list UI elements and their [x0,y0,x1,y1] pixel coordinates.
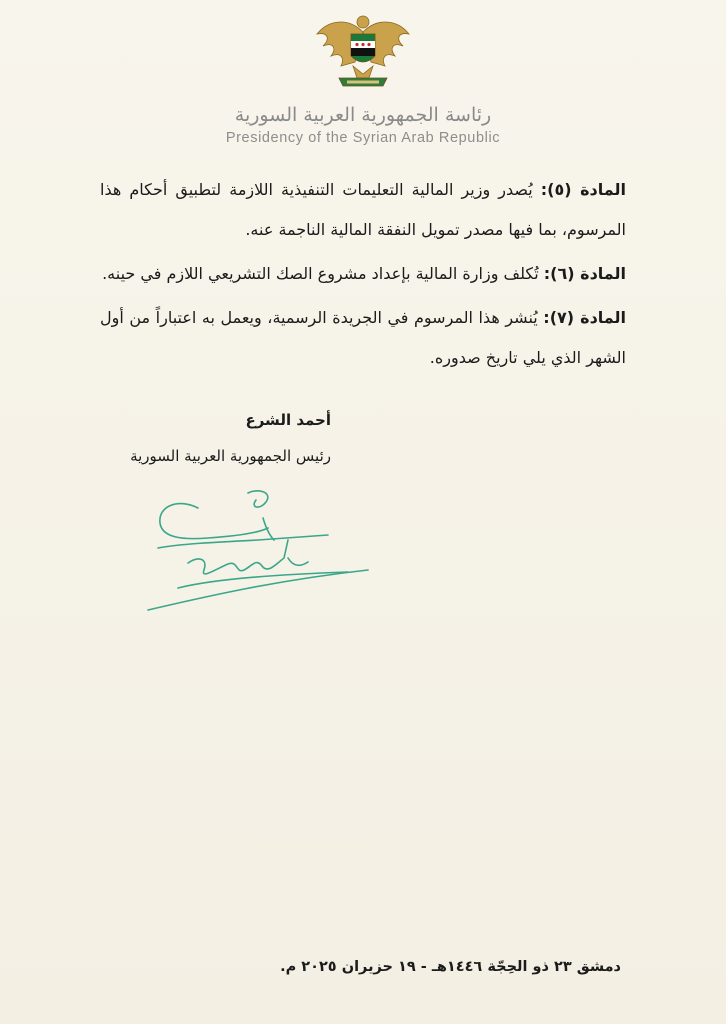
national-emblem-icon [313,12,413,94]
article-text: يُصدر وزير المالية التعليمات التنفيذية اللازمة لتطبيق أحكام هذا المرسوم، بما فيها مصدر تمويل النفقة المالية الناجمة عنه. [100,180,626,239]
date-line: دمشق ٢٣ ذو الحِجّة ١٤٤٦هـ - ١٩ حزيران ٢٠٢٥ م. [280,959,621,975]
signatory-title: رئيس الجمهورية العربية السورية [130,447,331,465]
article-text: يُنشر هذا المرسوم في الجريدة الرسمية، ويعمل به اعتباراً من أول الشهر الذي يلي تاريخ صدوره. [100,308,626,367]
decree-body [100,170,626,382]
article-5 [100,170,626,250]
article-label: المادة (٧): [543,308,627,327]
article-7 [100,298,626,378]
header-title-arabic: رئاسة الجمهورية العربية السورية [234,104,492,126]
article-label: المادة (٥): [540,180,626,199]
handwritten-signature-icon [138,478,378,618]
signatory-name: أحمد الشرع [245,411,331,429]
header-title-english: Presidency of the Syrian Arab Republic [225,130,501,146]
article-label: المادة (٦): [543,264,626,283]
article-6 [100,254,626,294]
signatory-block [130,410,331,465]
article-text: تُكلف وزارة المالية بإعداد مشروع الصك التشريعي اللازم في حينه. [102,264,539,283]
